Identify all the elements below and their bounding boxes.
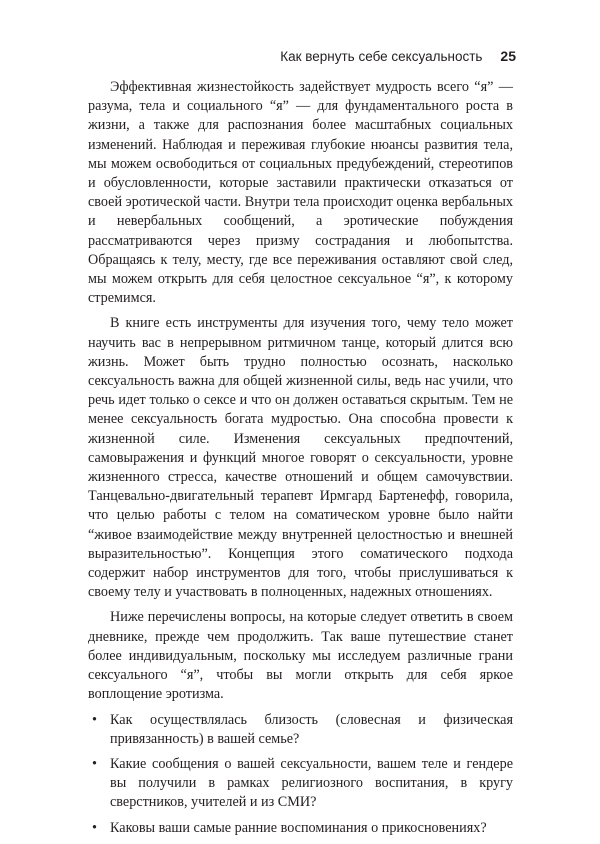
paragraph: В книге есть инструменты для изучения того, чему тело может научить вас в непрерывном ритмичном танце, который длится всю жизнь. Может быть трудно полностью осознать, насколько сексуальность важна для общей жизненной силы, ведь нас учили, что речь идет только о сексе и что он должен оставаться скрытым. Тем не менее сексуальность богата мудростью. Она способна провести к жизненной силе. Изменения сексуальных предпочтений, самовыражения и функций многое говорят о сексуальности, уровне жизненного стресса, качестве отношений и общем самочувствии. Танцевально-двигательный терапевт Ирмгард Бартенефф, говорила, что целью работы с телом на соматическом уровне было найти “живое взаимодействие между внутренней целостностью и внешней выразительностью”. Концепция этого соматического подхода содержит набор инструментов для того, чтобы прислушиваться к своему телу и участвовать в полноценных, надежных отношениях.	[88, 315, 513, 601]
running-title: Как вернуть себе сексуальность	[280, 49, 483, 64]
list-item	[88, 711, 513, 749]
list-item-text: Как осуществлялась близость (словесная и физическая привязанность) в вашей семье?	[110, 711, 513, 747]
page-number: 25	[500, 48, 516, 64]
bullet-icon: •	[92, 819, 97, 836]
list-item	[88, 755, 513, 813]
list-item-text: Каковы ваши самые ранние воспоминания о прикосновениях?	[110, 819, 487, 836]
body-text	[88, 78, 513, 844]
bullet-icon: •	[92, 711, 97, 728]
bullet-icon: •	[92, 755, 97, 772]
paragraph: Эффективная жизнестойкость задействует мудрость всего “я” — разума, тела и социального “я” — для фундаментального роста в жизни, а также для распознания более масштабных социальных изменений. Наблюдая и переживая глубокие нюансы развития тела, мы можем освободиться от социальных предубеждений, стереотипов и обусловленности, которые заставили практически отказаться от своей эротической части. Внутри тела происходит оценка вербальных и невербальных сообщений, а эротические побуждения рассматриваются через призму сострадания и любопытства. Обращаясь к телу, месту, где все переживания оставляют свой след, мы можем открыть для себя целостное сексуальное “я”, к которому стремимся.	[88, 79, 513, 307]
paragraph: Ниже перечислены вопросы, на которые следует ответить в своем дневнике, прежде чем продолжить. Так ваше путешествие станет более индивидуальным, поскольку мы исследуем различные грани сексуального “я”, чтобы вы могли открыть для себя яркое воплощение эротизма.	[88, 609, 513, 703]
running-header	[88, 48, 516, 64]
list-item-text: Какие сообщения о вашей сексуальности, вашем теле и гендере вы получили в рамках религиозного воспитания, в кругу сверстников, учителей и из СМИ?	[110, 755, 513, 811]
list-item	[88, 819, 513, 838]
question-list	[88, 711, 513, 838]
